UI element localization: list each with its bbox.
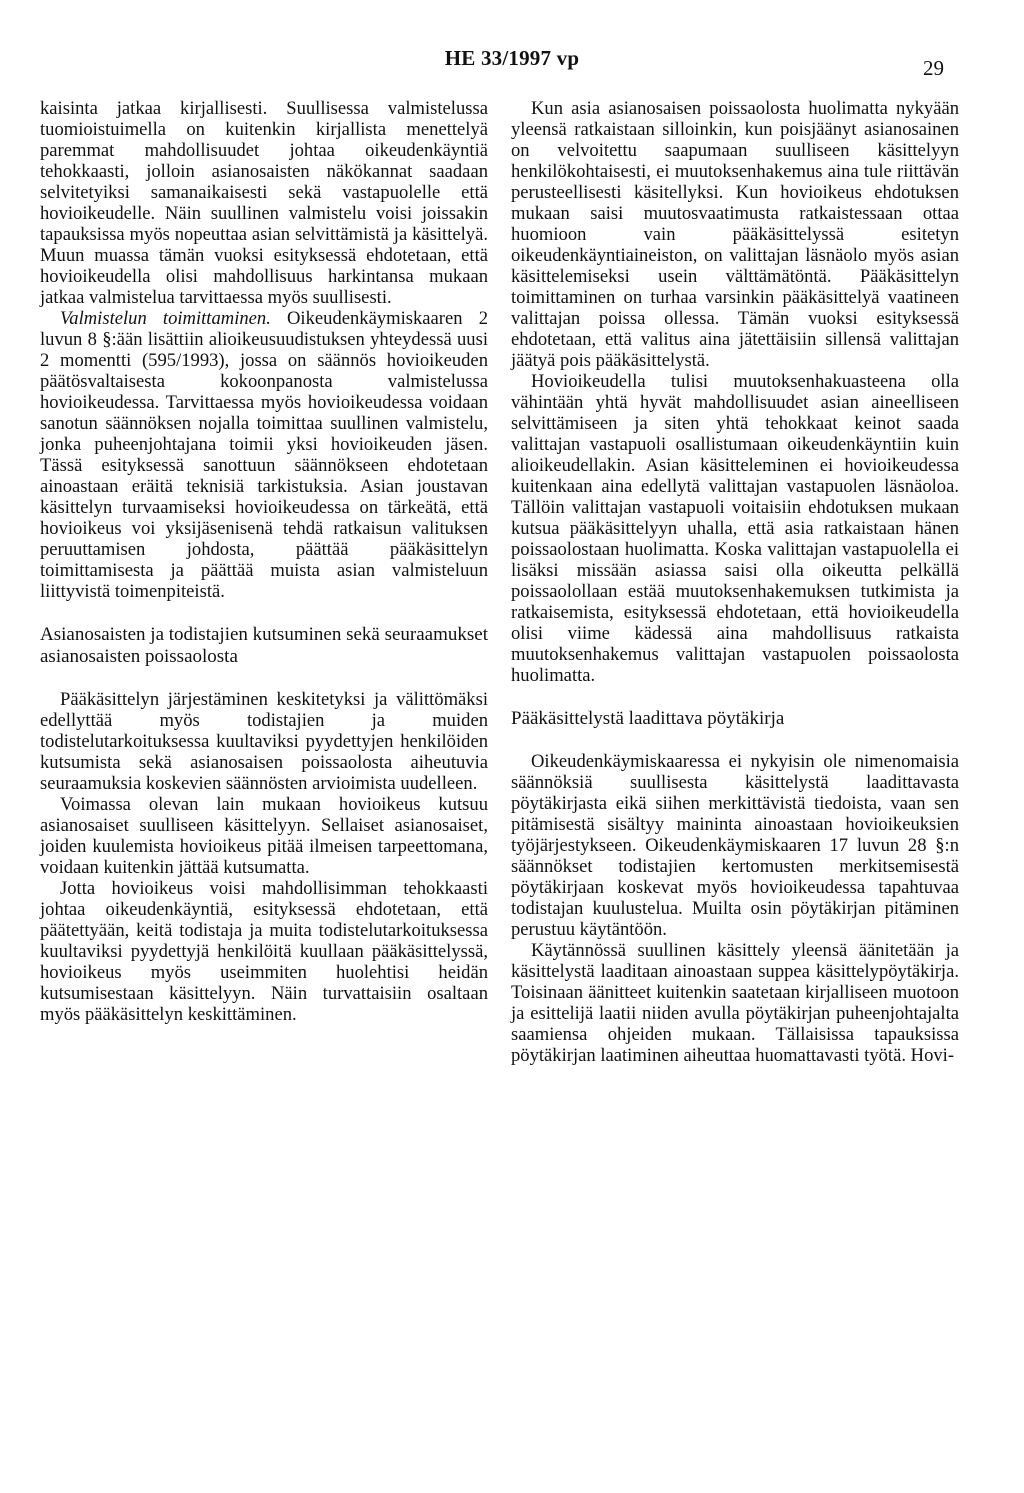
left-column	[40, 98, 488, 1025]
section-heading-left: Asianosaisten ja todistajien kutsuminen sekä seuraamukset asianosaisten poissaolosta	[40, 624, 488, 667]
document-header: HE 33/1997 vp	[444, 46, 580, 70]
right-paragraph-3: Oikeudenkäymiskaaressa ei nykyisin ole nimenomaisia säännöksiä suullisesta käsittelystä laadittavasta pöytäkirjasta eikä siihen merkittävistä tiedoista, vaan sen pitämisestä sisältyy maininta ainoastaan hovioikeuksien työjärjestykseen. Oikeudenkäymiskaaren 17 luvun 28 §:n säännökset todistajien kertomusten merkitsemisestä pöytäkirjaan koskevat myös hovioikeudessa tapahtuvaa todistajan kuulustelua. Muilta osin pöytäkirjan pitäminen perustuu käytäntöön.	[511, 751, 959, 940]
left-paragraph-1: kaisinta jatkaa kirjallisesti. Suullisessa valmistelussa tuomioistuimella on kuitenkin kirjallista menettelyä paremmat mahdollisuudet johtaa oikeudenkäyntiä tehokkaasti, jolloin asianosaisten näkökannat saadaan selvitetyiksi samanaikaisesti sekä vastapuolelle että hovioikeudelle. Näin suullinen valmistelu voisi joissakin tapauksissa myös nopeuttaa asian selvittämistä ja käsittelyä. Muun muassa tämän vuoksi esityksessä ehdotetaan, että hovioikeudella olisi mahdollisuus harkintansa mukaan jatkaa valmistelua tarvittaessa myös suullisesti.	[40, 98, 488, 308]
left-paragraph-5: Jotta hovioikeus voisi mahdollisimman tehokkaasti johtaa oikeudenkäyntiä, esityksessä ehdotetaan, että päätettyään, keitä todistaja ja muita todistelutarkoituksessa kuultaviksi pyydettyjä henkilöitä kuullaan pääkäsittelyssä, hovioikeus myös useimmiten huolehtisi heidän kutsumisestaan käsittelyyn. Näin turvattaisiin osaltaan myös pääkäsittelyn keskittäminen.	[40, 878, 488, 1025]
subsection-title: Valmistelun toimittaminen.	[60, 308, 271, 329]
left-paragraph-2-text: Oikeudenkäymiskaaren 2 luvun 8 §:ään lisättiin alioikeusuudistuksen yhteydessä uusi 2 momentti (595/1993), jossa on säännös hovioikeuden päätösvaltaisesta kokoonpanosta valmistelussa hovioikeudessa. Tarvittaessa myös hovioikeudessa voidaan sanotun säännöksen nojalla toimittaa suullinen valmistelu, jonka puheenjohtajana toimii yksi hovioikeuden jäsen. Tässä esityksessä sanottuun säännökseen ehdotetaan ainoastaan eräitä teknisiä tarkistuksia. Asian joustavan käsittelyn turvaamiseksi hovioikeudessa on tärkeätä, että hovioikeus voi yksijäsenisenä tehdä ratkaisun valituksen peruuttamisen johdosta, päättää pääkäsittelyn toimittamisesta ja päättää muista asian valmisteluun liittyvistä toimenpiteistä.	[40, 308, 488, 602]
right-paragraph-2: Hovioikeudella tulisi muutoksenhakuasteena olla vähintään yhtä hyvät mahdollisuudet asian aineelliseen selvittämiseen ja siten yhtä tehokkaat keinot saada valittajan vastapuoli osallistumaan oikeudenkäyntiin kuin alioikeudellakin. Asian käsitteleminen ei hovioikeudessa kuitenkaan aina edellytä valittajan vastapuolen läsnäoloa. Tällöin valittajan vastapuoli voitaisiin ehdotuksen mukaan kutsua pääkäsittelyyn uhalla, että asia ratkaistaan hänen poissaolostaan huolimatta. Koska valittajan vastapuolella ei lisäksi missään asiassa saisi olla oikeutta pelkällä poissaolollaan estää muutoksenhakemuksen tutkimista ja ratkaisemista, esityksessä ehdotetaan, että hovioikeudella olisi viime kädessä aina mahdollisuus ratkaista muutoksenhakemus valittajan vastapuolen poissaolosta huolimatta.	[511, 371, 959, 686]
right-paragraph-4: Käytännössä suullinen käsittely yleensä äänitetään ja käsittelystä laaditaan ainoastaan suppea käsittelypöytäkirja. Toisinaan äänitteet kuitenkin saatetaan kirjalliseen muotoon ja esittelijä laatii niiden avulla pöytäkirjan puheenjohtajalta saamiensa ohjeiden mukaan. Tällaisissa tapauksissa pöytäkirjan laatiminen aiheuttaa huomattavasti työtä. Hovi-	[511, 940, 959, 1066]
left-paragraph-2	[40, 308, 488, 602]
page-number: 29	[923, 56, 944, 80]
right-column	[511, 98, 959, 1066]
right-paragraph-1: Kun asia asianosaisen poissaolosta huolimatta nykyään yleensä ratkaistaan silloinkin, kun poisjäänyt asianosainen on velvoitettu saapumaan suulliseen käsittelyyn henkilökohtaisesti, ei muutoksenhakemus aina tule riittävän perusteellisesti käsitellyksi. Kun hovioikeus ehdotuksen mukaan saisi muutosvaatimusta ratkaistessaan ottaa huomioon vain pääkäsittelyssä esitetyn oikeudenkäyntiaineiston, on valittajan läsnäolo myös asian käsittelemiseksi usein välttämätöntä. Pääkäsittelyn toimittaminen on turhaa varsinkin pääkäsittelyä vaatineen valittajan poissa ollessa. Tämän vuoksi esityksessä ehdotetaan, että valitus aina jätettäisiin sillensä valittajan jäätyä pois pääkäsittelystä.	[511, 98, 959, 371]
section-heading-right: Pääkäsittelystä laadittava pöytäkirja	[511, 708, 785, 729]
left-paragraph-4: Voimassa olevan lain mukaan hovioikeus kutsuu asianosaiset suulliseen käsittelyyn. Sellaiset asianosaiset, joiden kuulemista hovioikeus pitää ilmeisen tarpeettomana, voidaan kuitenkin jättää kutsumatta.	[40, 794, 488, 878]
left-paragraph-3: Pääkäsittelyn järjestäminen keskitetyksi ja välittömäksi edellyttää myös todistajien ja muiden todistelutarkoituksessa kuultaviksi pyydettyjen henkilöiden kutsumista sekä asianosaisen poissaolosta aiheutuvia seuraamuksia koskevien säännösten arvioimista uudelleen.	[40, 689, 488, 794]
